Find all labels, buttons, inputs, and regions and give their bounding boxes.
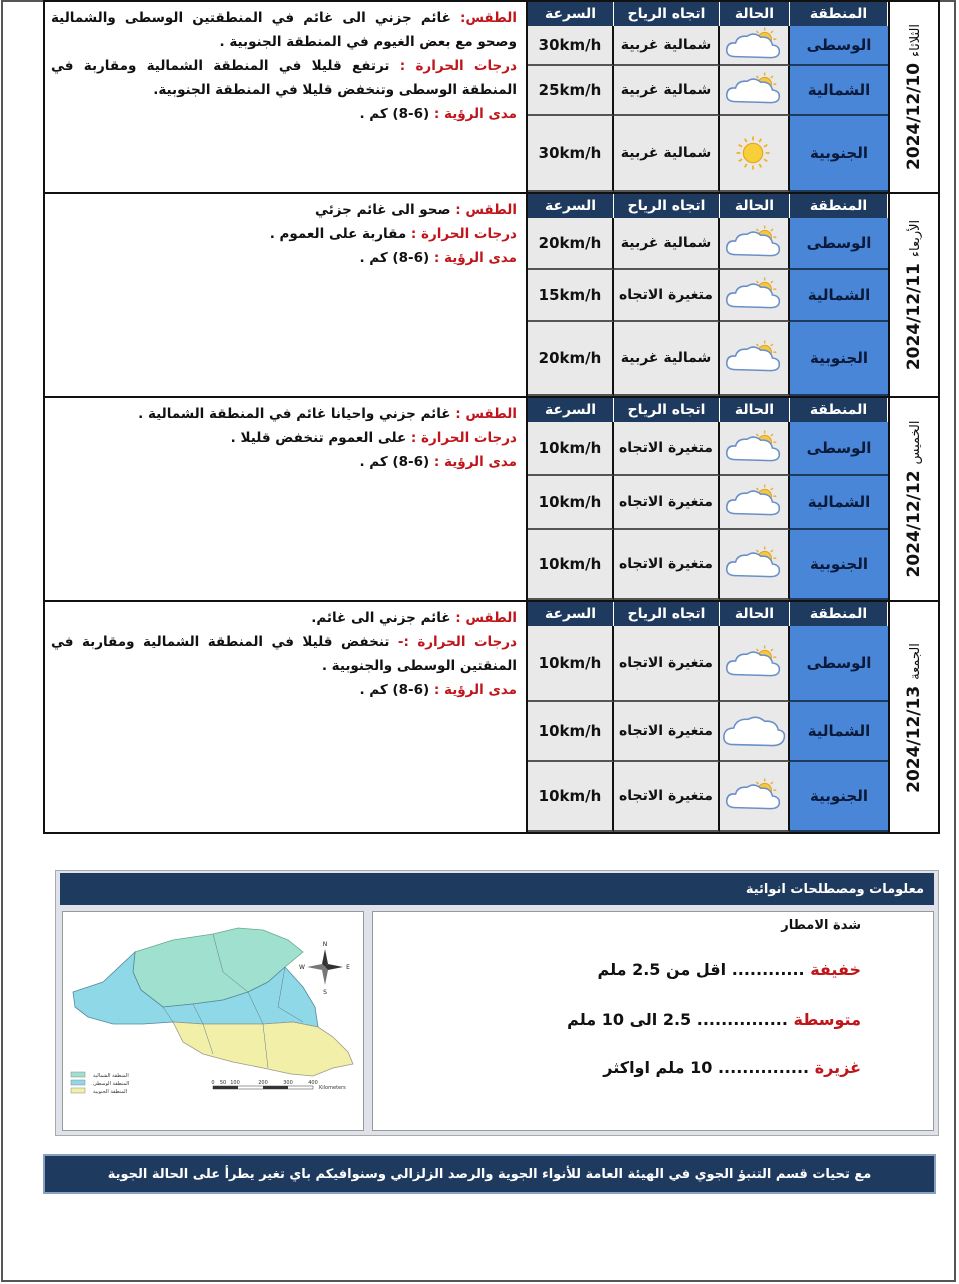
wind-speed: 10km/h [528, 476, 614, 530]
partly-cloudy-icon [722, 484, 786, 520]
info-title: معلومات ومصطلحات انوائية [60, 873, 934, 905]
region-name: الجنوبية [790, 762, 888, 832]
day-date: 2024/12/13 [904, 685, 924, 793]
header-speed: السرعة [528, 398, 614, 422]
header-state: الحالة [720, 194, 790, 218]
weather-sep: : [455, 610, 466, 626]
partly-cloudy-icon [722, 645, 786, 681]
header-state: الحالة [720, 398, 790, 422]
temp-text: على العموم تنخفض قليلا . [230, 430, 407, 446]
partly-cloudy-icon [722, 277, 786, 313]
vis-sep: : [433, 682, 445, 698]
wind-speed: 15km/h [528, 270, 614, 322]
vis-sep: : [433, 454, 445, 470]
temp-label: درجات الحرارة [417, 634, 518, 650]
wind-direction: متغيرة الاتجاه [614, 422, 720, 476]
iraq-map-svg [63, 912, 363, 1130]
region-name: الوسطى [790, 422, 888, 476]
vis-text: (6-8) كم . [359, 454, 430, 470]
temp-label: درجات الحرارة [415, 58, 517, 74]
wind-direction: متغيرة الاتجاه [614, 270, 720, 322]
date-column [888, 398, 938, 600]
day-date-label [904, 643, 924, 793]
vis-line [51, 450, 517, 474]
day-name: الثلاثاء [908, 24, 923, 57]
rain-level-dots: ............ [731, 960, 811, 979]
rain-title: شدة الامطار [781, 918, 861, 933]
rain-intensity-box [372, 911, 934, 1131]
region-name: الجنوبية [790, 530, 888, 600]
temp-sep: : [410, 430, 422, 446]
weather-label: الطقس [465, 610, 517, 626]
scale-tick: 100 [230, 1080, 240, 1086]
weather-line [51, 6, 517, 54]
day-date-label [904, 420, 924, 577]
header-speed: السرعة [528, 2, 614, 26]
wind-speed: 10km/h [528, 702, 614, 762]
compass-e: E [346, 964, 350, 971]
partly-cloudy-icon [722, 225, 786, 261]
rain-level-name: خفيفة [810, 960, 861, 979]
weather-state [720, 218, 790, 270]
temp-sep: : [410, 226, 422, 242]
weather-state [720, 626, 790, 702]
wind-direction: متغيرة الاتجاه [614, 702, 720, 762]
header-speed: السرعة [528, 194, 614, 218]
forecast-table [526, 602, 888, 834]
header-speed: السرعة [528, 602, 614, 626]
region-name: الوسطى [790, 626, 888, 702]
vis-sep: : [433, 250, 445, 266]
compass-w: W [299, 964, 305, 971]
footer-banner: مع تحيات قسم التنبؤ الجوي في الهيئة العامة للأنواء الجوية والرصد الزلزالي وسنوافيكم باي تغير يطرأ على الحالة الجوية [43, 1154, 936, 1194]
weather-text: صحو الى غائم جزئي [315, 202, 451, 218]
wind-speed: 10km/h [528, 530, 614, 600]
vis-line [51, 246, 517, 270]
temp-line [51, 54, 517, 102]
wind-speed: 10km/h [528, 626, 614, 702]
compass-icon [299, 941, 350, 996]
region-name: الشمالية [790, 702, 888, 762]
header-direction: اتجاه الرياح [614, 2, 720, 26]
wind-speed: 10km/h [528, 762, 614, 832]
legend-north: المنطقة الشمالية [93, 1073, 129, 1079]
wind-direction: شمالية غربية [614, 322, 720, 396]
wind-direction: شمالية غربية [614, 26, 720, 66]
temp-label: درجات الحرارة [421, 430, 517, 446]
partly-cloudy-icon [722, 546, 786, 582]
date-column [888, 602, 938, 834]
rain-level-desc: اقل من 2.5 ملم [597, 960, 732, 979]
weather-state [720, 422, 790, 476]
weather-text: غائم جزني الى غائم. [311, 610, 451, 626]
region-name: الوسطى [790, 218, 888, 270]
partly-cloudy-icon [722, 72, 786, 108]
day-name: الجمعة [908, 643, 923, 680]
date-column [888, 194, 938, 396]
compass-s: S [323, 989, 327, 996]
partly-cloudy-icon [722, 340, 786, 376]
rain-level-desc: 10 ملم اواكثر [603, 1058, 718, 1077]
map-region-south [173, 1022, 353, 1076]
forecast-table [526, 194, 888, 396]
weather-state [720, 26, 790, 66]
weather-label: الطقس [465, 202, 517, 218]
header-region: المنطقة [790, 2, 888, 26]
wind-direction: شمالية غربية [614, 218, 720, 270]
wind-speed: 30km/h [528, 116, 614, 192]
weather-state [720, 702, 790, 762]
day-date: 2024/12/10 [904, 62, 924, 170]
map-scale-bar [211, 1080, 346, 1091]
wind-speed: 30km/h [528, 26, 614, 66]
rain-level-heavy [603, 1058, 861, 1077]
vis-line [51, 678, 517, 702]
day-date: 2024/12/12 [904, 470, 924, 578]
info-panel [55, 870, 939, 1136]
weather-line [51, 606, 517, 630]
weather-state [720, 270, 790, 322]
region-name: الشمالية [790, 270, 888, 322]
partly-cloudy-icon [722, 430, 786, 466]
day-block [45, 398, 938, 602]
vis-text: (6-8) كم . [359, 250, 430, 266]
weather-state [720, 530, 790, 600]
temp-label: درجات الحرارة [421, 226, 517, 242]
day-name: الأربعاء [908, 219, 923, 258]
temp-line [51, 630, 517, 678]
weather-state [720, 116, 790, 192]
cloudy-icon [722, 713, 786, 749]
region-name: الشمالية [790, 476, 888, 530]
scale-tick: 0 [211, 1080, 215, 1086]
day-description [51, 402, 517, 474]
rain-level-moderate [567, 1010, 861, 1029]
temp-text: ترتفع قليلا في المنطقة الشمالية ومقاربة في المنطقة الوسطى وتنخفض قليلا في المنطقة الجنوبية. [51, 58, 517, 98]
wind-direction: متغيرة الاتجاه [614, 476, 720, 530]
rain-level-name: متوسطة [793, 1010, 861, 1029]
wind-direction: شمالية غربية [614, 66, 720, 116]
rain-level-desc: 2.5 الى 10 ملم [567, 1010, 697, 1029]
header-direction: اتجاه الرياح [614, 398, 720, 422]
forecast-days [43, 0, 940, 834]
wind-direction: متغيرة الاتجاه [614, 626, 720, 702]
day-block [45, 2, 938, 194]
header-region: المنطقة [790, 194, 888, 218]
vis-sep: : [433, 106, 445, 122]
wind-direction: متغيرة الاتجاه [614, 530, 720, 600]
day-date-label [904, 220, 924, 370]
day-name: الخميس [908, 420, 923, 465]
header-direction: اتجاه الرياح [614, 602, 720, 626]
weather-state [720, 762, 790, 832]
region-name: الجنوبية [790, 322, 888, 396]
rain-level-dots: ............... [717, 1058, 815, 1077]
vis-line [51, 102, 517, 126]
weather-text: غائم جزني الى غائم في المنطقتين الوسطى والشمالية وصحو مع بعض الغيوم في المنطقة الجنوبية . [51, 10, 517, 50]
temp-text: تنخفض قليلا في المنطقة الشمالية ومقاربة في المنقتين الوسطى والجنوبية . [51, 634, 517, 674]
legend-central: المنطقة الوسطى [93, 1081, 130, 1087]
day-block [45, 602, 938, 834]
map-legend [71, 1072, 129, 1095]
weather-label: الطقس [465, 406, 517, 422]
temp-sep: :- [397, 634, 418, 650]
weather-sep: : [455, 202, 466, 218]
date-column [888, 2, 938, 192]
wind-direction: متغيرة الاتجاه [614, 762, 720, 832]
weather-line [51, 402, 517, 426]
weather-line [51, 198, 517, 222]
compass-n: N [322, 941, 328, 948]
rain-level-name: غزيرة [814, 1058, 861, 1077]
weather-state [720, 476, 790, 530]
vis-label: مدى الرؤية [444, 106, 517, 122]
vis-label: مدى الرؤية [444, 454, 517, 470]
iraq-regions-map [62, 911, 364, 1131]
header-state: الحالة [720, 602, 790, 626]
day-date: 2024/12/11 [904, 263, 924, 371]
region-name: الشمالية [790, 66, 888, 116]
weather-state [720, 66, 790, 116]
forecast-table [526, 398, 888, 600]
vis-label: مدى الرؤية [444, 250, 517, 266]
region-name: الجنوبية [790, 116, 888, 192]
partly-cloudy-icon [722, 778, 786, 814]
sunny-icon [722, 135, 786, 171]
header-state: الحالة [720, 2, 790, 26]
weather-sep: : [459, 10, 466, 26]
header-direction: اتجاه الرياح [614, 194, 720, 218]
day-date-label [904, 24, 924, 170]
scale-unit: Kilometers [319, 1085, 346, 1091]
scale-tick: 200 [258, 1080, 268, 1086]
weather-sep: : [455, 406, 466, 422]
vis-text: (6-8) كم . [359, 106, 430, 122]
forecast-table [526, 2, 888, 192]
weather-text: غائم جزني واحيانا غائم في المنطقة الشمالية . [138, 406, 451, 422]
wind-direction: شمالية غربية [614, 116, 720, 192]
scale-tick: 400 [308, 1080, 318, 1086]
day-description [51, 198, 517, 270]
vis-text: (6-8) كم . [359, 682, 430, 698]
day-description [51, 606, 517, 702]
scale-tick: 300 [283, 1080, 293, 1086]
legend-south: المنطقة الجنوبية [93, 1089, 128, 1095]
rain-level-light [598, 960, 861, 979]
rain-level-dots: ............... [696, 1010, 794, 1029]
wind-speed: 25km/h [528, 66, 614, 116]
wind-speed: 10km/h [528, 422, 614, 476]
temp-line [51, 222, 517, 246]
partly-cloudy-icon [722, 27, 786, 63]
day-description [51, 6, 517, 126]
weather-label: الطقس [465, 10, 517, 26]
header-region: المنطقة [790, 398, 888, 422]
day-block [45, 194, 938, 398]
region-name: الوسطى [790, 26, 888, 66]
vis-label: مدى الرؤية [444, 682, 517, 698]
weather-state [720, 322, 790, 396]
wind-speed: 20km/h [528, 322, 614, 396]
wind-speed: 20km/h [528, 218, 614, 270]
temp-line [51, 426, 517, 450]
temp-sep: : [399, 58, 416, 74]
header-region: المنطقة [790, 602, 888, 626]
temp-text: مقاربة على العموم . [269, 226, 407, 242]
scale-tick: 50 [219, 1080, 227, 1086]
